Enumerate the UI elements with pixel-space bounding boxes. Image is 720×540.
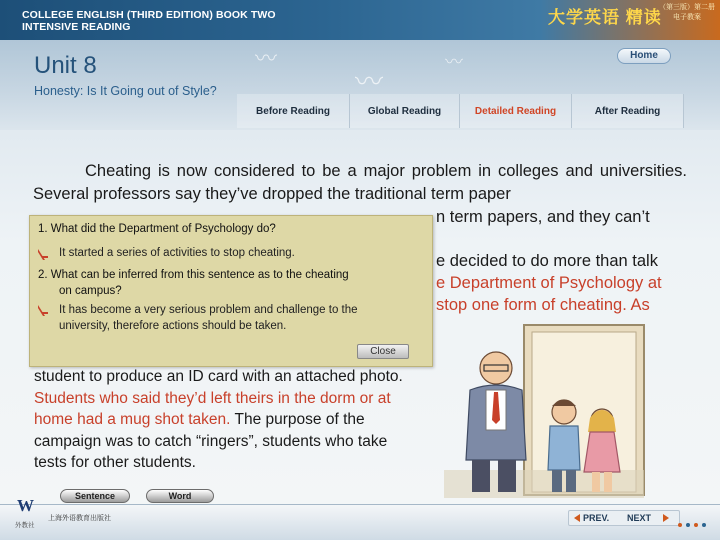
publisher-logo: W bbox=[17, 496, 34, 515]
next-button[interactable]: NEXT bbox=[627, 513, 652, 523]
seagull-icon: 〰 bbox=[445, 52, 463, 72]
pointer-icon bbox=[36, 248, 50, 262]
passage-fragment: n term papers, and they can’t bbox=[436, 208, 650, 226]
answer-1: It started a series of activities to stop cheating. bbox=[59, 247, 295, 259]
passage-fragment-highlight: stop one form of cheating. As bbox=[436, 296, 650, 314]
unit-title: Unit 8 bbox=[34, 52, 97, 79]
book-title-line2: INTENSIVE READING bbox=[22, 21, 131, 33]
brand-subtitle-line2: 电子教案 bbox=[673, 14, 701, 21]
publisher-logo-caption: 外教社 bbox=[15, 522, 35, 529]
passage-text: Cheating is now considered to be a major problem in colleges and universities. Several professors say they’ve dropped the traditional term paper bbox=[33, 162, 687, 203]
book-title bbox=[22, 9, 342, 33]
word-button[interactable]: Word bbox=[146, 489, 214, 503]
prev-arrow-icon bbox=[572, 513, 582, 523]
passage-lower-highlight: Students who said they’d left theirs in the dorm or at home had a mug shot taken. bbox=[34, 389, 391, 428]
unit-subtitle: Honesty: Is It Going out of Style? bbox=[34, 84, 217, 98]
home-button[interactable]: Home bbox=[617, 48, 671, 64]
brand-subtitle-line1: （第三版）第二册 bbox=[659, 4, 715, 11]
question-1: 1. What did the Department of Psychology do? bbox=[38, 223, 276, 235]
answer-2-line1: It has become a very serious problem and challenge to the bbox=[59, 304, 358, 316]
passage-fragment-highlight: e Department of Psychology at bbox=[436, 274, 662, 292]
page-navigation bbox=[568, 510, 680, 526]
pointer-icon bbox=[36, 304, 50, 318]
passage-paragraph bbox=[33, 160, 687, 206]
answer-2-line2: university, therefore actions should be taken. bbox=[59, 320, 287, 332]
tab-detailed-reading[interactable]: Detailed Reading bbox=[460, 94, 572, 128]
brand-subtitle bbox=[658, 3, 716, 23]
prev-button[interactable]: PREV. bbox=[583, 513, 610, 523]
question-2-line1: 2. What can be inferred from this sentence as to the cheating bbox=[38, 269, 349, 281]
publisher-name: 上海外语教育出版社 bbox=[48, 515, 111, 522]
seagull-icon: 〰 bbox=[355, 66, 384, 97]
tab-global-reading[interactable]: Global Reading bbox=[350, 94, 460, 128]
question-2-line2: on campus? bbox=[59, 285, 122, 297]
seagull-icon: 〰 bbox=[255, 46, 278, 71]
book-title-line1: COLLEGE ENGLISH (THIRD EDITION) BOOK TWO bbox=[22, 9, 276, 21]
illustration-teacher-students bbox=[434, 320, 664, 500]
passage-lower bbox=[34, 366, 412, 474]
close-button[interactable]: Close bbox=[357, 344, 409, 359]
question-popup bbox=[29, 215, 433, 367]
brand-logo: 大学英语 精读 bbox=[548, 8, 662, 27]
passage-fragment: e decided to do more than talk bbox=[436, 252, 658, 270]
tab-after-reading[interactable]: After Reading bbox=[572, 94, 684, 128]
passage-lower-rest: The purpose of the campaign was to catch “ringers”, students who take tests for other students. bbox=[34, 411, 388, 471]
passage-lower-text: student to produce an ID card with an attached photo. bbox=[34, 368, 403, 385]
next-arrow-icon bbox=[661, 513, 671, 523]
decorative-dots-icon bbox=[676, 521, 716, 529]
sentence-button[interactable]: Sentence bbox=[60, 489, 130, 503]
tab-before-reading[interactable]: Before Reading bbox=[237, 94, 350, 128]
